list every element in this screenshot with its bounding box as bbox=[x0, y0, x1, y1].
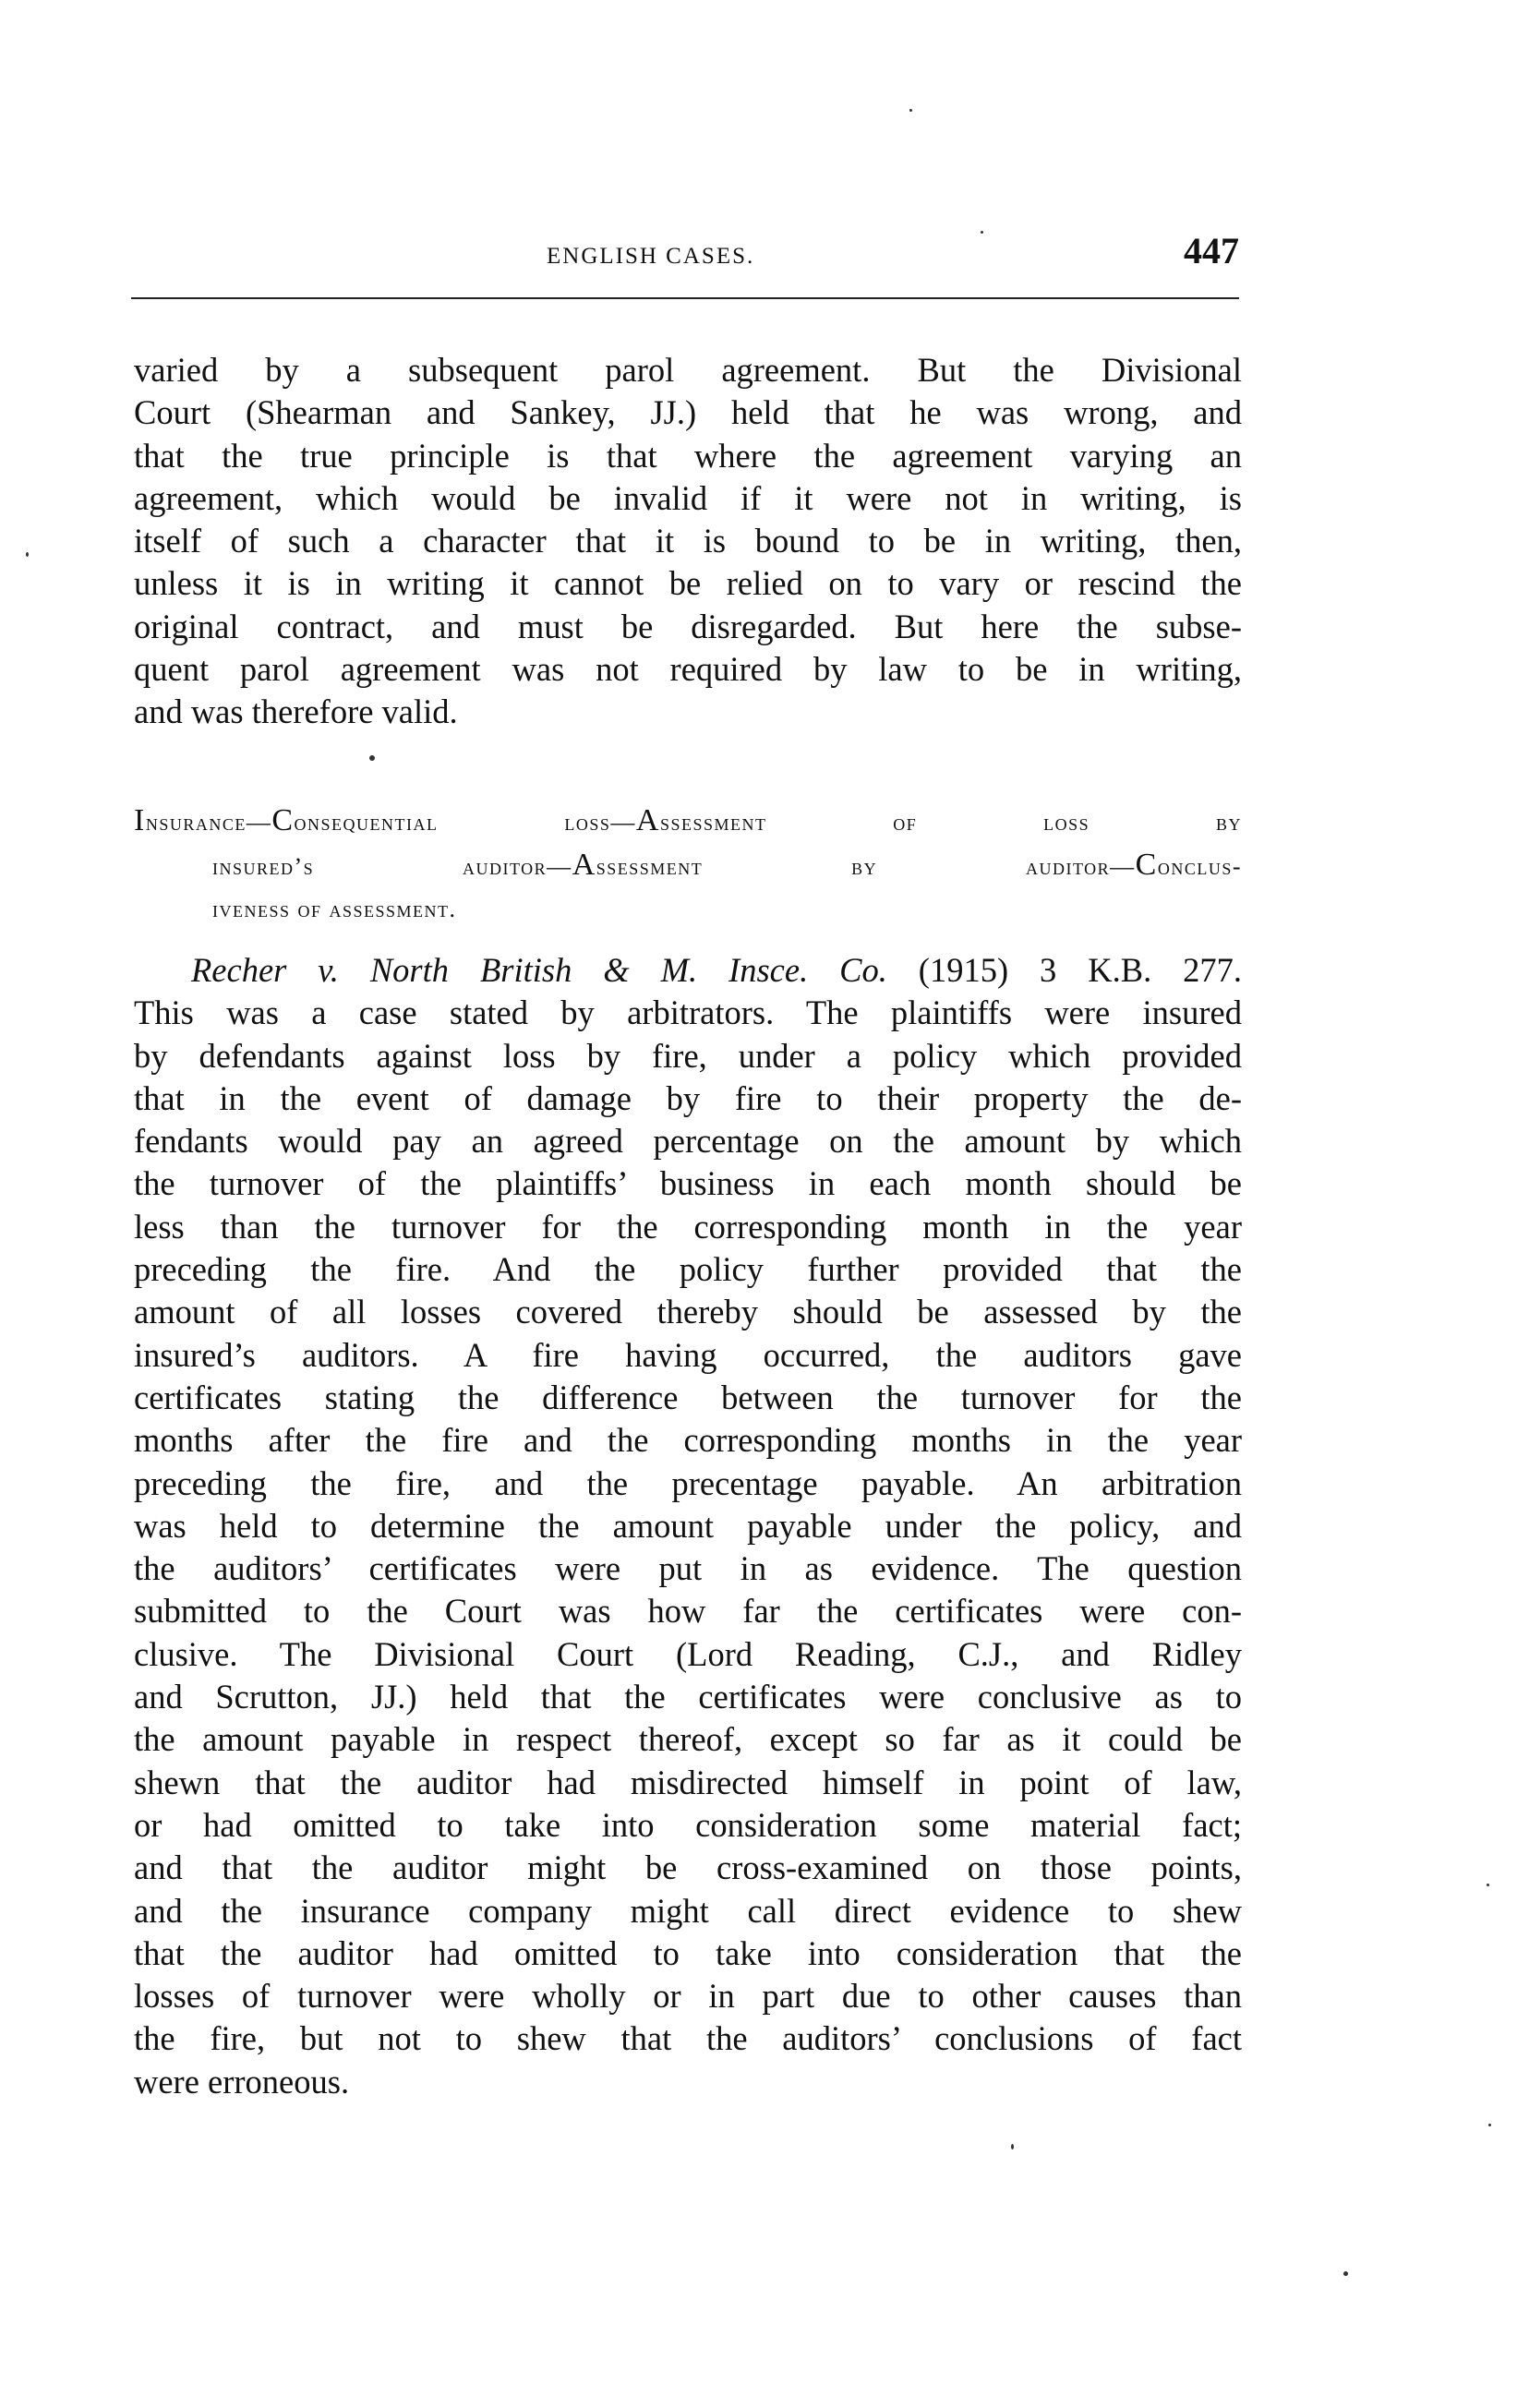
citation-line bbox=[134, 949, 1242, 992]
paragraph-continued bbox=[134, 349, 1242, 734]
text-line: that the true principle is that where the agreement varying an bbox=[134, 436, 1242, 475]
text-line: or had omitted to take into consideration some material fact; bbox=[134, 1805, 1242, 1844]
text-line: shewn that the auditor had misdirected himself in point of law, bbox=[134, 1763, 1242, 1801]
case-paragraph bbox=[134, 949, 1242, 2103]
case-name: Recher v. North British & M. Insce. Co. bbox=[191, 951, 887, 989]
text-line: the turnover of the plaintiffs’ business in each month should be bbox=[134, 1164, 1242, 1203]
heading-line: iveness of assessment. bbox=[212, 896, 457, 922]
text-line: agreement, which would be invalid if it were not in writing, is bbox=[134, 478, 1242, 517]
scan-speck bbox=[1011, 2144, 1014, 2149]
page-number: 447 bbox=[1184, 230, 1239, 271]
heading-line: Insurance—Consequential loss—Assessment of loss by bbox=[134, 803, 1243, 837]
text-line: unless it is in writing it cannot be relied on to vary or rescind the bbox=[134, 564, 1242, 603]
text-line: certificates stating the difference between the turnover for the bbox=[134, 1378, 1242, 1416]
scan-speck bbox=[1343, 2271, 1348, 2276]
text-line: insured’s auditors. A fire having occurred, the auditors gave bbox=[134, 1335, 1242, 1374]
text-line: months after the fire and the corresponding months in the year bbox=[134, 1421, 1242, 1460]
text-line: the auditors’ certificates were put in as evidence. The question bbox=[134, 1549, 1242, 1588]
text-line: itself of such a character that it is bound to be in writing, then, bbox=[134, 522, 1242, 560]
text-line: This was a case stated by arbitrators. The plaintiffs were insured bbox=[134, 993, 1242, 1032]
text-line: submitted to the Court was how far the certificates were con- bbox=[134, 1592, 1242, 1631]
text-line: preceding the fire. And the policy further provided that the bbox=[134, 1250, 1242, 1289]
scan-speck bbox=[1487, 1884, 1489, 1886]
text-line: and was therefore valid. bbox=[134, 692, 458, 731]
text-line: amount of all losses covered thereby should be assessed by the bbox=[134, 1293, 1242, 1331]
text-line: clusive. The Divisional Court (Lord Reading, C.J., and Ridley bbox=[134, 1634, 1242, 1673]
text-line: by defendants against loss by fire, under a policy which provided bbox=[134, 1036, 1242, 1075]
text-line: were erroneous. bbox=[134, 2062, 350, 2101]
text-line: the fire, but not to shew that the auditors’ conclusions of fact bbox=[134, 2019, 1242, 2058]
running-head bbox=[131, 229, 1239, 284]
header-rule bbox=[131, 297, 1239, 299]
text-line: was held to determine the amount payable under the policy, and bbox=[134, 1506, 1242, 1545]
scan-speck bbox=[909, 109, 912, 112]
heading-line: insured’s auditor—Assessment by auditor—Conclus- bbox=[212, 848, 1242, 882]
text-line: losses of turnover were wholly or in part due to other causes than bbox=[134, 1977, 1242, 2016]
running-title: ENGLISH CASES. bbox=[547, 244, 755, 269]
scan-speck bbox=[26, 552, 29, 557]
text-line: original contract, and must be disregarded. But here the subse- bbox=[134, 607, 1242, 645]
text-line: that the auditor had omitted to take into consideration that the bbox=[134, 1933, 1242, 1972]
text-line: Court (Shearman and Sankey, JJ.) held that he was wrong, and bbox=[134, 393, 1242, 432]
text-line: quent parol agreement was not required by law to be in writing, bbox=[134, 650, 1242, 689]
text-line: the amount payable in respect thereof, except so far as it could be bbox=[134, 1720, 1242, 1759]
scan-speck bbox=[369, 755, 375, 761]
text-line: preceding the fire, and the precentage payable. An arbitration bbox=[134, 1463, 1242, 1502]
text-line: and that the auditor might be cross-examined on those points, bbox=[134, 1848, 1242, 1887]
scan-speck bbox=[1488, 2124, 1491, 2126]
text-line: and Scrutton, JJ.) held that the certificates were conclusive as to bbox=[134, 1678, 1242, 1716]
text-line: fendants would pay an agreed percentage on the amount by which bbox=[134, 1122, 1242, 1161]
text-line: less than the turnover for the corresponding month in the year bbox=[134, 1207, 1242, 1246]
text-line: that in the event of damage by fire to their property the de- bbox=[134, 1078, 1242, 1117]
section-heading bbox=[134, 800, 1242, 931]
scan-speck bbox=[981, 231, 983, 234]
text-line: and the insurance company might call direct evidence to shew bbox=[134, 1891, 1242, 1930]
case-reference: (1915) 3 K.B. 277. bbox=[886, 951, 1243, 989]
text-line: varied by a subsequent parol agreement. But the Divisional bbox=[134, 351, 1242, 389]
